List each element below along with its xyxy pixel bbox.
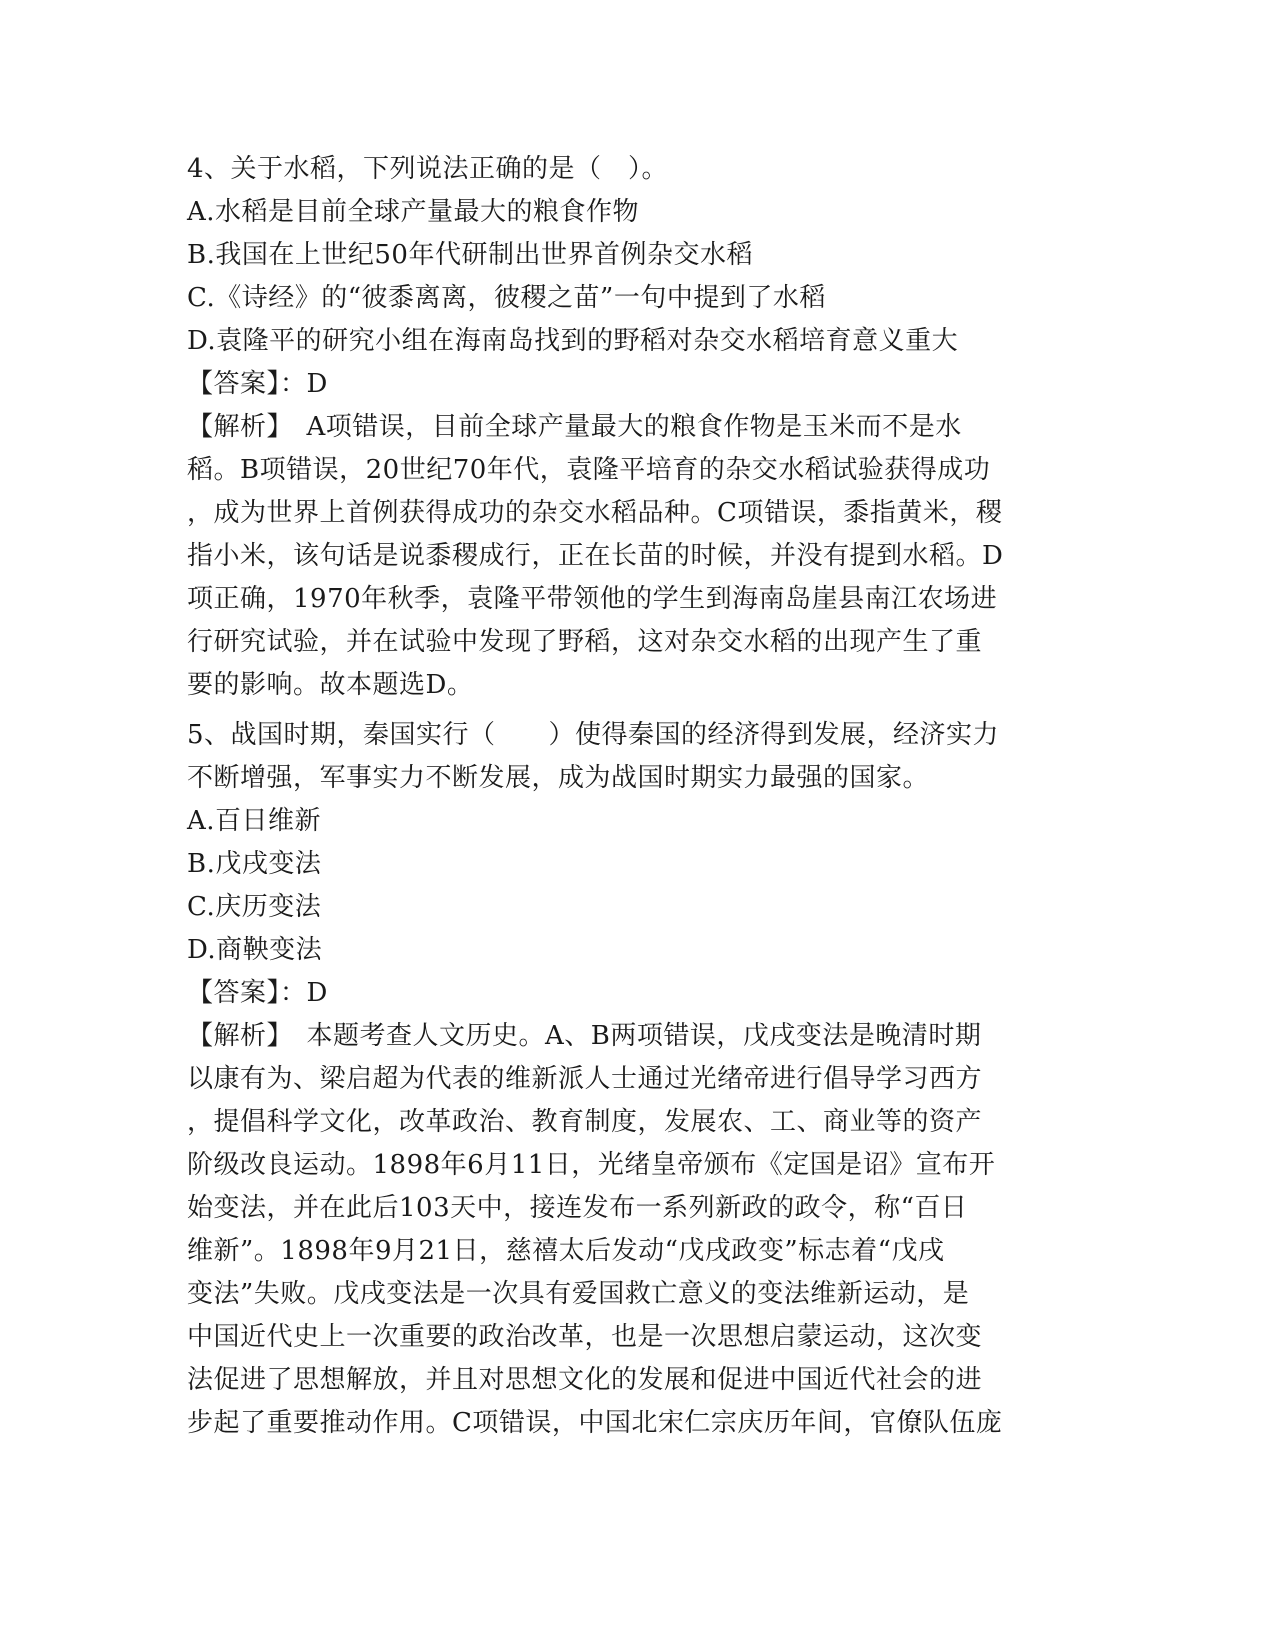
option-c: C.庆历变法: [187, 892, 322, 922]
answer-line: 【答案】：D: [187, 978, 328, 1008]
option-a: A.水稻是目前全球产量最大的粮食作物: [187, 197, 640, 227]
analysis-line: 稻。B项错误，20世纪70年代，袁隆平培育的杂交水稻试验获得成功: [187, 455, 991, 485]
analysis-line: 变法”失败。戊戌变法是一次具有爱国救亡意义的变法维新运动，是: [187, 1279, 970, 1309]
option-d: D.袁隆平的研究小组在海南岛找到的野稻对杂交水稻培育意义重大: [187, 326, 959, 356]
analysis-line: 法促进了思想解放，并且对思想文化的发展和促进中国近代社会的进: [187, 1365, 983, 1395]
question-stem: 4、关于水稻，下列说法正确的是（ ）。: [187, 154, 669, 184]
option-b: B.戊戌变法: [187, 849, 322, 879]
analysis-line: 维新”。1898年9月21日，慈禧太后发动“戊戌政变”标志着“戊戌: [187, 1236, 945, 1266]
document-page: [187, 148, 1087, 1445]
answer-line: 【答案】：D: [187, 369, 328, 399]
analysis-line: 步起了重要推动作用。C项错误，中国北宋仁宗庆历年间，官僚队伍庞: [187, 1408, 1003, 1438]
option-a: A.百日维新: [187, 806, 322, 836]
analysis-line: 【解析】 本题考查人文历史。A、B两项错误，戊戌变法是晚清时期: [187, 1021, 982, 1051]
analysis-line: 【解析】 A项错误，目前全球产量最大的粮食作物是玉米而不是水: [187, 412, 962, 442]
analysis-line: 项正确，1970年秋季，袁隆平带领他的学生到海南岛崖县南江农场进: [187, 584, 998, 614]
analysis-line: 阶级改良运动。1898年6月11日，光绪皇帝颁布《定国是诏》宣布开: [187, 1150, 996, 1180]
option-c: C.《诗经》的“彼黍离离，彼稷之苗”一句中提到了水稻: [187, 283, 826, 313]
analysis-line: 以康有为、梁启超为代表的维新派人士通过光绪帝进行倡导学习西方: [187, 1064, 983, 1094]
question-4: [187, 148, 1087, 707]
analysis-line: 指小米，该句话是说黍稷成行，正在长苗的时候，并没有提到水稻。D: [187, 541, 1004, 571]
analysis-line: 行研究试验，并在试验中发现了野稻，这对杂交水稻的出现产生了重: [187, 627, 983, 657]
analysis-line: 始变法，并在此后103天中，接连发布一系列新政的政令，称“百日: [187, 1193, 968, 1223]
option-d: D.商鞅变法: [187, 935, 323, 965]
analysis-line: ，提倡科学文化，改革政治、教育制度，发展农、工、商业等的资产: [187, 1107, 983, 1137]
option-b: B.我国在上世纪50年代研制出世界首例杂交水稻: [187, 240, 753, 270]
analysis-line: 中国近代史上一次重要的政治改革，也是一次思想启蒙运动，这次变: [187, 1322, 983, 1352]
analysis-line: 要的影响。故本题选D。: [187, 670, 474, 700]
question-stem: 不断增强，军事实力不断发展，成为战国时期实力最强的国家。: [187, 763, 930, 793]
question-5: [187, 714, 1087, 1445]
question-gap: [187, 707, 1087, 714]
question-stem: 5、战国时期，秦国实行（ ）使得秦国的经济得到发展，经济实力: [187, 720, 1000, 750]
analysis-line: ，成为世界上首例获得成功的杂交水稻品种。C项错误，黍指黄米，稷: [187, 498, 1003, 528]
